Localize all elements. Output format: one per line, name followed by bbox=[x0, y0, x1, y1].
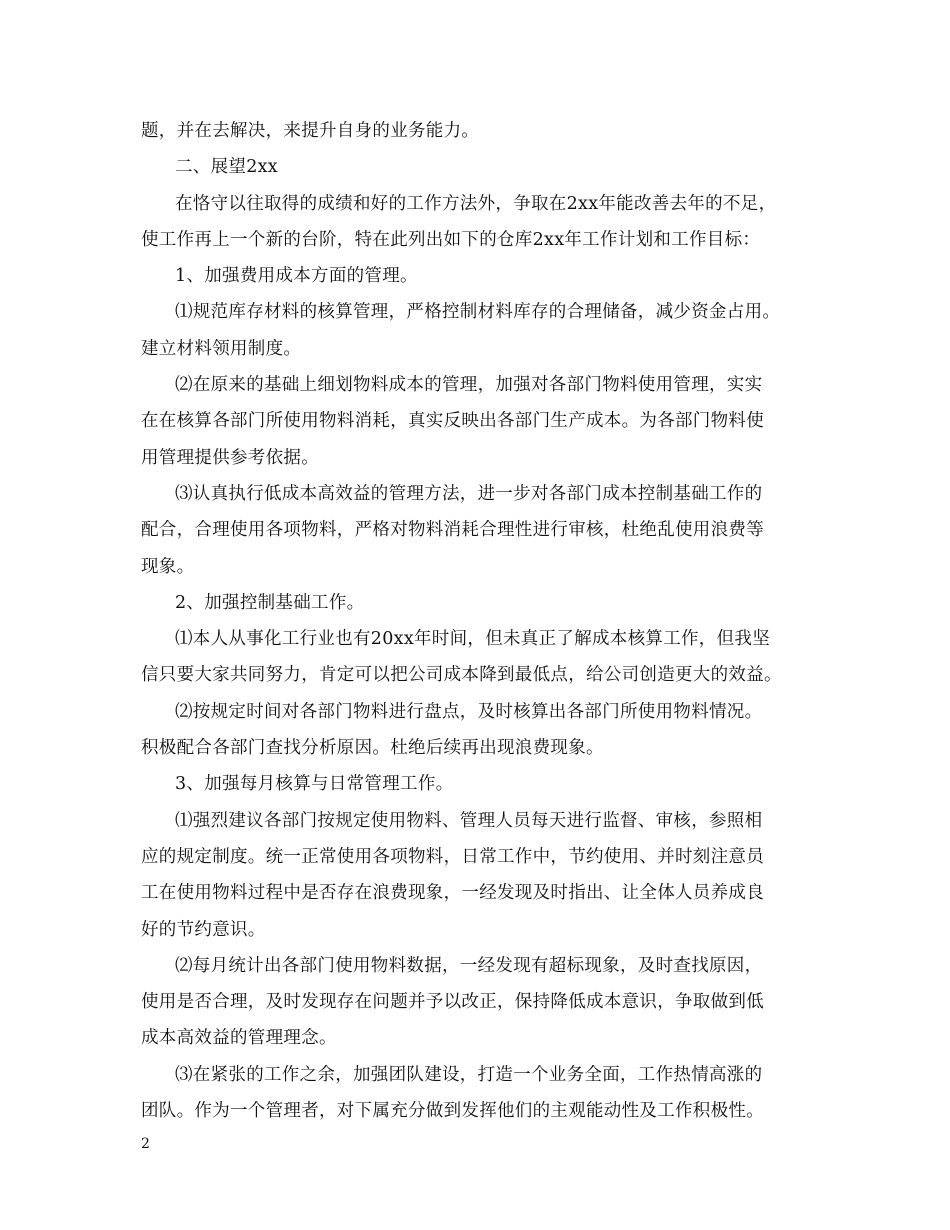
text-line: 工在使用物料过程中是否存在浪费现象，一经发现及时指出、让全体人员养成良 bbox=[141, 883, 764, 904]
text-line: 现象。 bbox=[141, 556, 195, 577]
text-line: 积极配合各部门查找分析原因。杜绝后续再出现浪费现象。 bbox=[141, 738, 604, 759]
text-line: 使用是否合理，及时发现存在问题并予以改正，保持降低成本意识，争取做到低 bbox=[141, 992, 764, 1013]
text-line: 在恪守以往取得的成绩和好的工作方法外，争取在2xx年能改善去年的不足， bbox=[175, 193, 777, 214]
text-line: 用管理提供参考依据。 bbox=[141, 447, 319, 468]
text-line: 在在核算各部门所使用物料消耗，真实反映出各部门生产成本。为各部门物料使 bbox=[141, 411, 764, 432]
text-line: ⑵在原来的基础上细划物料成本的管理，加强对各部门物料使用管理，实实 bbox=[175, 375, 763, 396]
text-line: 好的节约意识。 bbox=[141, 919, 266, 940]
text-line: ⑶认真执行低成本高效益的管理方法，进一步对各部门成本控制基础工作的 bbox=[175, 483, 763, 504]
body-text bbox=[141, 113, 823, 1129]
text-line: 题，并在去解决，来提升自身的业务能力。 bbox=[141, 121, 480, 141]
text-line: 成本高效益的管理理念。 bbox=[141, 1028, 337, 1049]
text-line: 2、加强控制基础工作。 bbox=[175, 592, 365, 613]
text-line: 应的规定制度。统一正常使用各项物料，日常工作中，节约使用、并时刻注意员 bbox=[141, 846, 764, 867]
text-line: ⑴本人从事化工行业也有20xx年时间，但未真正了解成本核算工作，但我坚 bbox=[175, 629, 771, 650]
page-number: 2 bbox=[141, 1136, 150, 1152]
text-line: 1、加强费用成本方面的管理。 bbox=[175, 266, 418, 287]
text-line: 配合，合理使用各项物料，严格对物料消耗合理性进行审核，杜绝乱使用浪费等 bbox=[141, 520, 764, 541]
text-line: ⑴强烈建议各部门按规定使用物料、管理人员每天进行监督、审核，参照相 bbox=[175, 810, 763, 831]
text-line: 二、展望2xx bbox=[175, 157, 278, 178]
text-line: 团队。作为一个管理者，对下属充分做到发挥他们的主观能动性及工作积极性。 bbox=[141, 1101, 764, 1122]
text-line: 建立材料领用制度。 bbox=[141, 338, 302, 359]
text-line: 3、加强每月核算与日常管理工作。 bbox=[175, 774, 454, 795]
text-line: 使工作再上一个新的台阶，特在此列出如下的仓库2xx年工作计划和工作目标： bbox=[141, 229, 761, 250]
text-line: ⑶在紧张的工作之余，加强团队建设，打造一个业务全面，工作热情高涨的 bbox=[175, 1064, 763, 1085]
text-line: ⑴规范库存材料的核算管理，严格控制材料库存的合理储备，减少资金占用。 bbox=[175, 302, 781, 323]
text-line: 信只要大家共同努力，肯定可以把公司成本降到最低点，给公司创造更大的效益。 bbox=[141, 665, 782, 686]
text-line: ⑵每月统计出各部门使用物料数据，一经发现有超标现象，及时查找原因， bbox=[175, 955, 763, 976]
text-line: ⑵按规定时间对各部门物料进行盘点，及时核算出各部门所使用物料情况。 bbox=[175, 701, 763, 722]
